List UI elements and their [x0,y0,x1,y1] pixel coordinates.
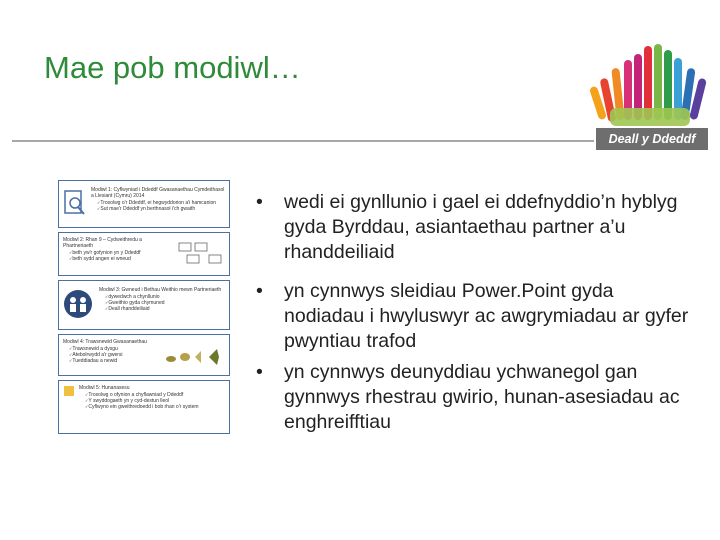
slide-title: Mae pob modiwl… [44,50,301,85]
butterfly-sequence-icon [165,345,225,369]
bullet-text: wedi ei gynllunio i gael ei ddefnyddio’n hyblyg gyda Byrddau, asiantaethau partner a’u rhanddeiliaid [284,191,678,263]
module-1-card [58,180,230,228]
module-5-card [58,380,230,434]
module-2-card [58,232,230,276]
modules-thumbnail [58,180,228,432]
bullet-item [256,360,696,435]
module-5-marker-icon [63,385,75,397]
diagram-icon [177,239,223,267]
module-4-item: ✓ Trawsnewid a dysgu [69,346,163,352]
people-circle-icon [63,289,93,319]
module-2-title: Modiwl 2: Rhan 9 – Cydweithredu a Phartneriaeth [63,237,142,249]
module-2-item: ✓ beth yw'r gofynion yn y Ddeddf [69,250,173,256]
module-5-item: ✓ Cyflwyno ein gweithredoedd i bob rhan o'r system [85,404,225,410]
module-5-title: Modiwl 5: Hunanasesu [79,385,130,391]
module-4-item: ✓ Atebolrwydd a'r gwersi [69,352,163,358]
module-3-item: ✓ Deall rhanddeiliaid [105,306,225,312]
module-1-item: ✓ Sut mae'r Ddeddf yn berthnasol i'ch gwaith [97,206,225,212]
module-1-title: Modiwl 1: Cyflwyniad i Ddeddf Gwasanaethau Cymdeithasol a Llesiant (Cymru) 2014 [91,187,225,199]
module-1-item: ✓ Trosolwg o'r Ddeddf, ei hegwyddorion a'i hamcanion [97,200,225,206]
module-3-title: Modiwl 3: Gwneud i Bethau Weithio mewn Partneriaeth [99,287,222,293]
module-4-item: ✓ Tueddiadau a newid [69,358,163,364]
module-3-card [58,280,230,330]
bullet-dot: • [256,191,263,213]
bullet-item [256,190,696,265]
bullet-dot: • [256,280,263,302]
title-divider [12,140,594,142]
module-3-item: ✓ dywedwch a chynllunio [105,294,225,300]
logo-wordmark: Deall y Ddeddf [596,128,708,150]
bullet-dot: • [256,361,263,383]
module-5-item: ✓ Y swyddogaeth yn y cyd-destun lleol [85,398,225,404]
bullet-text: yn cynnwys sleidiau Power.Point gyda nodiadau i hwyluswyr ac awgrymiadau ar gyfer pwyntiau trafod [284,280,689,352]
bullet-item [256,279,696,354]
module-2-item: ✓ beth sydd angen ei wneud [69,256,173,262]
bullet-list [256,190,696,440]
module-3-item: ✓ Gweithio gyda chymuned [105,300,225,306]
bullet-text: yn cynnwys deunyddiau ychwanegol gan gynnwys rhestrau gwirio, hunan-asesiadau ac enghreifftiau [284,361,680,433]
module-5-item: ✓ Trosolwg o ofynion a chyflawniad y Ddeddf [85,392,225,398]
module-4-card [58,334,230,376]
search-document-icon [63,189,87,217]
module-4-title: Modiwl 4: Trawsnewid Gwasanaethau [63,339,147,345]
